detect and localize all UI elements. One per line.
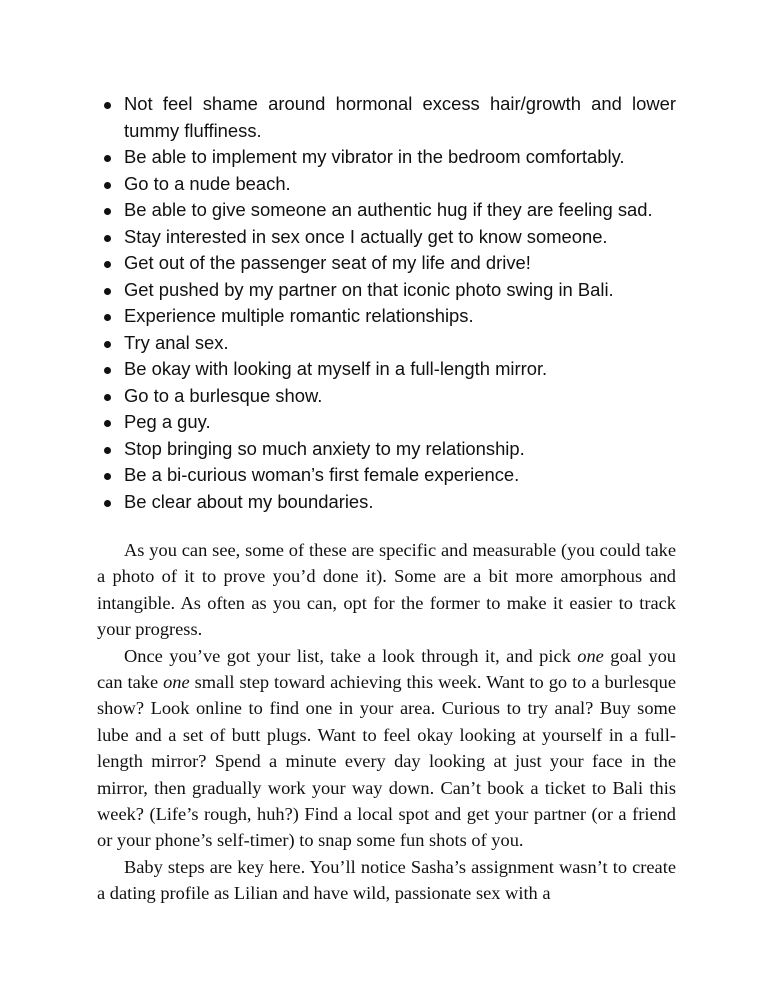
list-item	[98, 489, 676, 516]
list-item	[98, 197, 676, 224]
list-item-text: Be able to give someone an authentic hug if they are feeling sad.	[124, 199, 653, 220]
bullet-icon	[104, 235, 111, 242]
list-item	[98, 91, 676, 144]
paragraph-2	[97, 643, 676, 854]
paragraph-2-part-c: small step toward achieving this week. Want to go to a burlesque show? Look online to find one in your area. Curious to try anal? Buy some lube and a set of butt plugs. Want to feel okay looking at yourself in a full-length mirror? Spend a minute every day looking at just your face in the mirror, then gradually work your way down. Can’t book a ticket to Bali this week? (Life’s rough, huh?) Find a local spot and get your partner (or a friend or your phone’s self-timer) to snap some fun shots of you.	[97, 672, 676, 851]
list-item	[98, 277, 676, 304]
list-item-text: Not feel shame around hormonal excess hair/growth and lower tummy fluffiness.	[124, 93, 676, 141]
list-item	[98, 462, 676, 489]
bullet-icon	[104, 102, 111, 109]
list-item-text: Go to a nude beach.	[124, 172, 291, 194]
list-item	[98, 250, 676, 277]
list-item-text: Be a bi-curious woman’s first female experience.	[124, 464, 520, 485]
list-item-text: Go to a burlesque show.	[124, 384, 323, 406]
list-item-text: Stay interested in sex once I actually get to know someone.	[124, 225, 608, 247]
list-item	[98, 436, 676, 463]
bullet-icon	[104, 288, 111, 295]
list-item	[98, 383, 676, 410]
bullet-icon	[104, 473, 111, 480]
paragraph-2-part-a: Once you’ve got your list, take a look through it, and pick	[124, 645, 578, 666]
list-item-text: Be okay with looking at myself in a full-length mirror.	[124, 358, 548, 379]
bullet-icon	[104, 367, 111, 374]
bullet-icon	[104, 420, 111, 427]
list-item-text: Be clear about my boundaries.	[124, 490, 374, 512]
list-item	[98, 144, 676, 171]
list-item-text: Stop bringing so much anxiety to my relationship.	[124, 437, 525, 459]
bullet-icon	[104, 261, 111, 268]
list-item	[98, 224, 676, 251]
list-item-text: Experience multiple romantic relationships.	[124, 305, 474, 326]
list-item	[98, 356, 676, 383]
paragraph-2-part-b: goal you can take	[97, 645, 676, 693]
list-item	[98, 303, 676, 330]
bullet-icon	[104, 394, 111, 401]
bullet-icon	[104, 314, 111, 321]
bullet-icon	[104, 208, 111, 215]
bullet-icon	[104, 447, 111, 454]
bullet-icon	[104, 182, 111, 189]
body-text	[97, 537, 676, 907]
paragraph-3: Baby steps are key here. You’ll notice Sasha’s assignment wasn’t to create a dating profile as Lilian and have wild, passionate sex with a	[97, 856, 676, 904]
list-item	[98, 171, 676, 198]
list-item-text: Get out of the passenger seat of my life and drive!	[124, 252, 531, 273]
list-item-text: Get pushed by my partner on that iconic photo swing in Bali.	[124, 278, 614, 300]
bullet-icon	[104, 500, 111, 507]
paragraph-1: As you can see, some of these are specific and measurable (you could take a photo of it to prove you’d done it). Some are a bit more amorphous and intangible. As often as you can, opt for the former to make it easier to track your progress.	[97, 540, 676, 640]
list-item-text: Be able to implement my vibrator in the bedroom comfortably.	[124, 146, 625, 167]
emphasis-one: one	[163, 672, 190, 693]
list-item	[98, 330, 676, 357]
list-item	[98, 409, 676, 436]
list-item-text: Peg a guy.	[124, 411, 211, 432]
list-item-text: Try anal sex.	[124, 331, 229, 353]
bullet-icon	[104, 155, 111, 162]
bullet-icon	[104, 341, 111, 348]
emphasis-one: one	[577, 645, 604, 666]
goals-bullet-list	[98, 91, 676, 515]
